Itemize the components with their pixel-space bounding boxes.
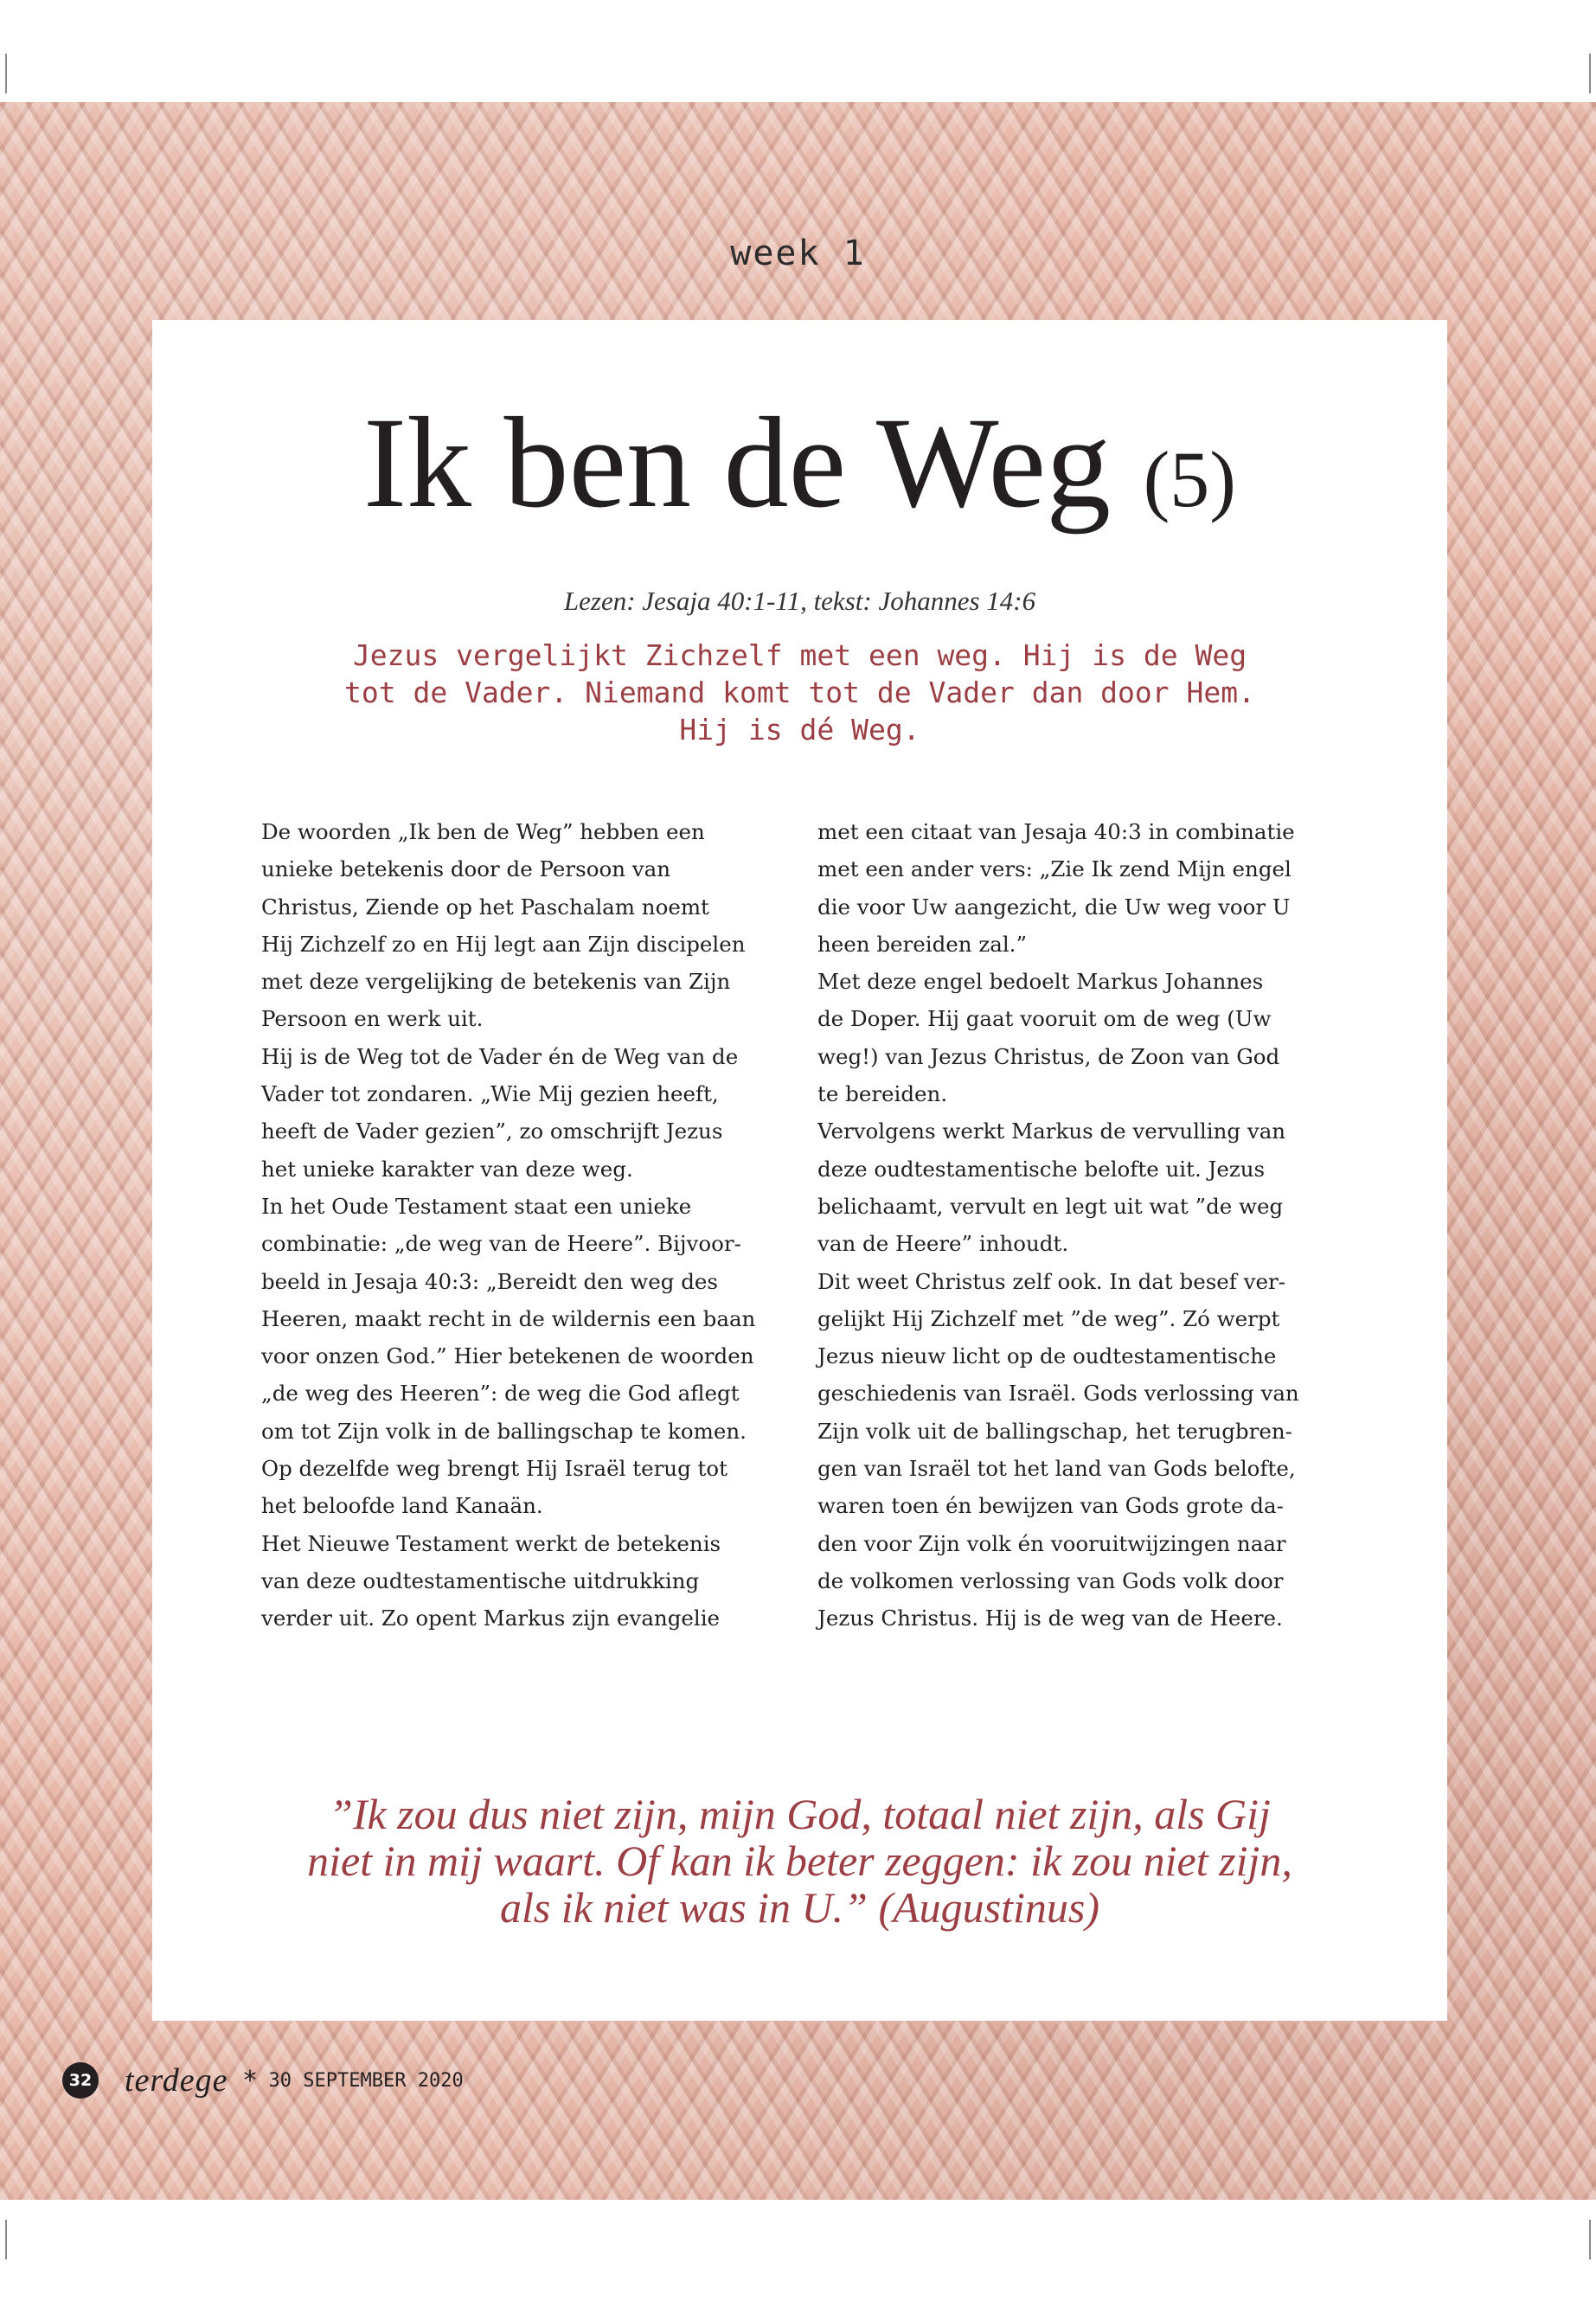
body-line: heeft de Vader gezien”, zo omschrijft Jezus [261, 1118, 723, 1144]
body-column-right [817, 813, 1354, 1638]
reading-reference: Lezen: Jesaja 40:1-11, tekst: Johannes 14:6 [563, 586, 1036, 616]
body-line: te bereiden. [817, 1081, 948, 1107]
body-line: met deze vergelijking de betekenis van Zijn [261, 969, 731, 995]
crop-mark-top-left [5, 54, 7, 93]
page-number-badge: 32 [62, 2062, 99, 2099]
crop-mark-bottom-right [1589, 2220, 1591, 2259]
body-line: van de Heere” inhoudt. [817, 1231, 1069, 1257]
crop-mark-top-right [1589, 54, 1591, 93]
body-line: In het Oude Testament staat een unieke [261, 1193, 692, 1219]
body-line: „de weg des Heeren”: de weg die God aflegt [261, 1381, 740, 1407]
body-line: Heeren, maakt recht in de wildernis een baan [261, 1305, 756, 1331]
body-line: beeld in Jesaja 40:3: „Bereidt den weg des [261, 1268, 718, 1294]
body-line: verder uit. Zo opent Markus zijn evangelie [261, 1606, 721, 1631]
week-label: week 1 [730, 234, 866, 273]
body-line: Christus, Ziende op het Paschalam noemt [261, 894, 709, 920]
lead-line: Jezus vergelijkt Zichzelf met een weg. Hij is de Weg [352, 638, 1247, 672]
body-line: de Doper. Hij gaat vooruit om de weg (Uw [817, 1006, 1272, 1032]
quote-line: als ik niet was in U.” (Augustinus) [499, 1883, 1100, 1932]
body-line: den voor Zijn volk én vooruitwijzingen naar [817, 1530, 1286, 1556]
magazine-logo: terdege [125, 2062, 228, 2099]
body-line: het unieke karakter van deze weg. [261, 1156, 633, 1182]
body-line: geschiedenis van Israël. Gods verlossing van [817, 1381, 1299, 1407]
body-line: van deze oudtestamentische uitdrukking [261, 1567, 700, 1593]
body-line: unieke betekenis door de Persoon van [261, 856, 670, 882]
pull-quote [152, 1791, 1447, 1931]
body-line: Vervolgens werkt Markus de vervulling van [817, 1118, 1286, 1144]
body-line: weg!) van Jezus Christus, de Zoon van God [817, 1043, 1280, 1069]
issue-date: 30 SEPTEMBER 2020 [268, 2069, 464, 2092]
crop-mark-bottom-left [5, 2220, 7, 2259]
quote-line: niet in mij waart. Of kan ik beter zeggen: ik zou niet zijn, [307, 1836, 1292, 1885]
body-line: voor onzen God.” Hier betekenen de woorden [261, 1343, 754, 1369]
title-number: (5) [1143, 435, 1236, 523]
body-line: Hij Zichzelf zo en Hij legt aan Zijn discipelen [261, 931, 746, 957]
body-line: om tot Zijn volk in de ballingschap te komen. [261, 1418, 747, 1444]
body-line: De woorden „Ik ben de Weg” hebben een [261, 819, 705, 844]
article-panel [152, 320, 1447, 2021]
body-line: Jezus Christus. Hij is de weg van de Heere. [817, 1606, 1283, 1631]
title-text: Ik ben de Weg [363, 391, 1112, 535]
lead-line: tot de Vader. Niemand komt tot de Vader dan door Hem. [344, 676, 1255, 709]
body-line: deze oudtestamentische belofte uit. Jezus [817, 1156, 1266, 1182]
body-line: gelijkt Hij Zichzelf met ”de weg”. Zó werpt [817, 1305, 1280, 1331]
body-line: waren toen én bewijzen van Gods grote da- [817, 1493, 1284, 1519]
body-line: combinatie: „de weg van de Heere”. Bijvoor- [261, 1231, 741, 1257]
quote-line: ”Ik zou dus niet zijn, mijn God, totaal niet zijn, als Gij [329, 1790, 1271, 1838]
article-title [152, 391, 1447, 535]
body-line: Met deze engel bedoelt Markus Johannes [817, 969, 1264, 995]
body-line: Het Nieuwe Testament werkt de betekenis [261, 1530, 721, 1556]
body-line: Hij is de Weg tot de Vader én de Weg van de [261, 1043, 739, 1069]
body-line: belichaamt, vervult en legt uit wat ”de weg [817, 1193, 1284, 1219]
page-footer [62, 2061, 464, 2099]
lead-line: Hij is dé Weg. [679, 713, 920, 747]
body-line: Persoon en werk uit. [261, 1006, 484, 1032]
body-line: Dit weet Christus zelf ook. In dat besef ver- [817, 1268, 1285, 1294]
body-column-left [261, 813, 798, 1638]
body-line: met een citaat van Jesaja 40:3 in combinatie [817, 819, 1295, 844]
body-line: Jezus nieuw licht op de oudtestamentische [817, 1343, 1277, 1369]
body-line: gen van Israël tot het land van Gods belofte, [817, 1456, 1296, 1482]
body-line: Vader tot zondaren. „Wie Mij gezien heeft, [261, 1081, 719, 1107]
lead-paragraph [273, 637, 1326, 748]
body-line: die voor Uw aangezicht, die Uw weg voor U [817, 894, 1291, 920]
body-line: heen bereiden zal.” [817, 931, 1027, 957]
body-line: de volkomen verlossing van Gods volk door [817, 1567, 1284, 1593]
asterisk-separator-icon: * [243, 2065, 257, 2096]
body-line: met een ander vers: „Zie Ik zend Mijn engel [817, 856, 1292, 882]
body-line: het beloofde land Kanaän. [261, 1493, 543, 1519]
body-line: Zijn volk uit de ballingschap, het terugbren- [817, 1418, 1292, 1444]
body-line: Op dezelfde weg brengt Hij Israël terug tot [261, 1456, 727, 1482]
